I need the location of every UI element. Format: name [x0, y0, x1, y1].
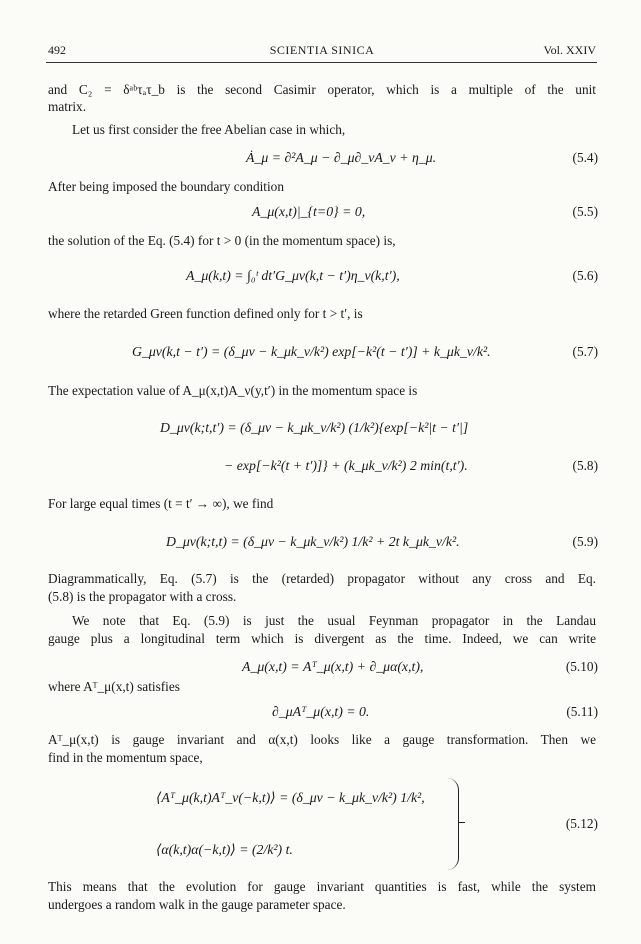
paragraph-line: Aᵀ_μ(x,t) is gauge invariant and α(x,t) looks like a gauge transformation. Then we — [48, 732, 596, 747]
paragraph-line: matrix. — [48, 99, 87, 114]
paragraph-line: the solution of the Eq. (5.4) for t > 0 (in the momentum space) is, — [48, 233, 396, 248]
equation-5-8-line2: − exp[−k²(t + t′)]} + (k_μk_ν/k²) 2 min(t,t′). — [224, 458, 468, 473]
equation-5-9: D_μν(k;t,t) = (δ_μν − k_μk_ν/k²) 1/k² + 2t k_μk_ν/k². — [166, 534, 460, 549]
equation-5-12-line2: ⟨α(k,t)α(−k,t)⟩ = (2/k²) t. — [156, 842, 293, 857]
paragraph-line: undergoes a random walk in the gauge parameter space. — [48, 897, 346, 912]
equation-5-4: Ȧ_μ = ∂²A_μ − ∂_μ∂_νA_ν + η_μ. — [246, 150, 437, 165]
equation-5-5: A_μ(x,t)|_{t=0} = 0, — [252, 204, 366, 219]
equation-number: (5.7) — [572, 344, 598, 359]
paragraph-line: The expectation value of A_μ(x,t)A_ν(y,t′) in the momentum space is — [48, 383, 418, 398]
equation-number: (5.6) — [572, 268, 598, 283]
paragraph-line: For large equal times (t = t′ → ∞), we find — [48, 496, 274, 511]
equation-number: (5.11) — [566, 704, 598, 719]
paragraph-line: where the retarded Green function defined only for t > t′, is — [48, 306, 363, 321]
running-header — [48, 41, 596, 59]
equation-number: (5.12) — [565, 816, 598, 831]
paragraph-line: and C₂ = δᵃᵇτₐτ_b is the second Casimir operator, which is a multiple of the unit — [48, 82, 596, 97]
paragraph-line: We note that Eq. (5.9) is just the usual Feynman propagator in the Landau — [72, 613, 596, 628]
volume-label: Vol. XXIV — [543, 43, 596, 57]
paragraph-line: This means that the evolution for gauge invariant quantities is fast, while the system — [48, 879, 596, 894]
paragraph-line: gauge plus a longitudinal term which is divergent as the time. Indeed, we can write — [48, 631, 596, 646]
equation-number: (5.9) — [572, 534, 598, 549]
equation-5-7: G_μν(k,t − t′) = (δ_μν − k_μk_ν/k²) exp[−k²(t − t′)] + k_μk_ν/k². — [132, 344, 491, 359]
equation-5-10: A_μ(x,t) = Aᵀ_μ(x,t) + ∂_μα(x,t), — [242, 659, 424, 674]
equation-number: (5.5) — [572, 204, 598, 219]
journal-title: SCIENTIA SINICA — [269, 43, 375, 57]
equation-5-8-line1: D_μν(k;t,t′) = (δ_μν − k_μk_ν/k²) (1/k²){exp[−k²|t − t′|] — [160, 420, 469, 435]
equation-number: (5.10) — [565, 659, 598, 674]
right-brace — [446, 778, 459, 870]
header-rule — [46, 62, 597, 63]
page-number: 492 — [48, 43, 66, 57]
paragraph-line: where Aᵀ_μ(x,t) satisfies — [48, 679, 180, 694]
paragraph-line: Diagrammatically, Eq. (5.7) is the (retarded) propagator without any cross and Eq. — [48, 571, 596, 586]
paragraph-line: (5.8) is the propagator with a cross. — [48, 589, 237, 604]
equation-number: (5.4) — [572, 150, 598, 165]
paragraph-line: Let us first consider the free Abelian case in which, — [72, 122, 346, 137]
equation-5-11: ∂_μAᵀ_μ(x,t) = 0. — [272, 704, 370, 719]
equation-5-6: A_μ(k,t) = ∫₀ᵗ dt′G_μν(k,t − t′)η_ν(k,t′), — [186, 268, 400, 283]
paragraph-line: find in the momentum space, — [48, 750, 203, 765]
equation-5-12-line1: ⟨Aᵀ_μ(k,t)Aᵀ_ν(−k,t)⟩ = (δ_μν − k_μk_ν/k²) 1/k², — [156, 790, 425, 805]
equation-number: (5.8) — [572, 458, 598, 473]
paragraph-line: After being imposed the boundary condition — [48, 179, 284, 194]
